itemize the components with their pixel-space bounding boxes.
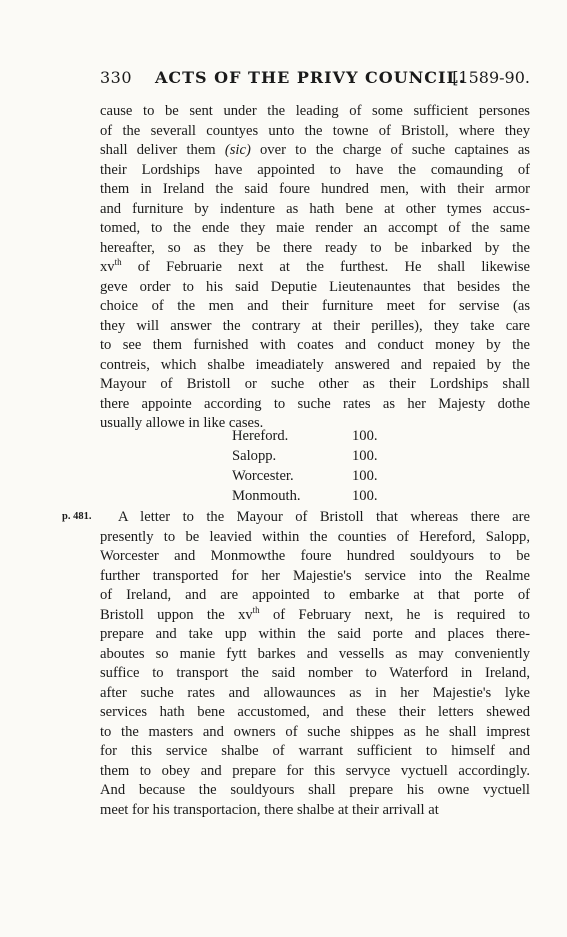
text-line: further transported for her Majestie's service into the Realme — [100, 567, 530, 584]
text-line: contreis, which shalbe imeadiately answered and repaied by the — [100, 356, 530, 373]
county-quota: 100. — [352, 427, 378, 444]
text-line: them in Ireland the said foure hundred men, with their armor — [100, 181, 530, 197]
county-quota: 100. — [352, 487, 378, 504]
county-name: Monmouth. — [232, 487, 301, 504]
text-line: suffice to transport the said nomber to Waterford in Ireland, — [100, 665, 530, 681]
county-row — [232, 446, 412, 466]
text-line: to the masters and owners of suche shippes as he shall imprest — [100, 723, 530, 740]
text-line: prepare and take upp within the said porte and places there- — [100, 626, 530, 642]
text-line: tomed, to the ende they maie render an accompt of the same — [100, 220, 530, 236]
county-quota: 100. — [352, 447, 378, 464]
year-range: [1589-90. — [452, 68, 530, 87]
text-line: services hath bene accustomed, and these their letters shewed — [100, 704, 530, 720]
running-title: ACTS OF THE PRIVY COUNCIL. — [155, 68, 466, 87]
text-line: Bristoll uppon the $xv^{th}$ of February next, he is required to — [100, 605, 530, 623]
text-line: shall deliver them (sic) over to the charge of suche captaines as — [100, 142, 530, 158]
text-line: their Lordships have appointed to have the comaunding of — [100, 161, 530, 178]
page-number: 330 — [100, 68, 133, 87]
county-name: Worcester. — [232, 467, 294, 484]
text-line: $xv^{th}$ of Februarie next at the furthest. He shall likewise — [100, 258, 530, 275]
text-line: of the severall countyes unto the towne of Bristoll, where they — [100, 122, 530, 139]
county-row — [232, 486, 412, 506]
text-line: them to obey and prepare for this servyce vyctuell accordingly. — [100, 762, 530, 779]
margin-page-reference: p. 481. — [62, 511, 92, 522]
text-line: there appointe according to suche rates as her Majesty dothe — [100, 395, 530, 412]
paragraph-council-order — [100, 102, 530, 434]
county-row — [232, 426, 412, 446]
text-line: they will answer the contrary at their perilles), they take care — [100, 317, 530, 334]
text-line: meet for his transportacion, there shalbe at their arrivall at — [100, 801, 439, 818]
text-line: to see them furnished with coates and conduct money by the — [100, 337, 530, 353]
text-line: of Ireland, and are appointed to embarke at that porte of — [100, 587, 530, 603]
running-header — [100, 68, 530, 90]
text-line: And because the souldyours shall prepare his owne vyctuell — [100, 782, 530, 798]
text-line: cause to be sent under the leading of some sufficient persones — [100, 103, 530, 119]
text-line: and furniture by indenture as hath bene at other tymes accus- — [100, 200, 530, 217]
county-levy-table — [232, 426, 412, 506]
county-name: Hereford. — [232, 427, 289, 444]
text-line: Mayour of Bristoll or suche other as their Lordships shall — [100, 376, 530, 392]
paragraph-letter-to-mayour — [100, 508, 530, 820]
county-name: Salopp. — [232, 447, 277, 464]
text-line: hereafter, so as they be there ready to be inbarked by the — [100, 239, 530, 256]
text-line: after suche rates and allowaunces as in her Majestie's lyke — [100, 684, 530, 701]
text-line: usually allowe in like cases. — [100, 415, 264, 431]
county-quota: 100. — [352, 467, 378, 484]
text-line: presently to be leavied within the counties of Hereford, Salopp, — [100, 528, 530, 545]
text-line: geve order to his said Deputie Lieutenauntes that besides the — [100, 278, 530, 295]
county-row — [232, 466, 412, 486]
text-line: Worcester and Monmowthe foure hundred souldyours to be — [100, 548, 530, 564]
text-line: for this service shalbe of warrant sufficient to himself and — [100, 743, 530, 759]
text-line: A letter to the Mayour of Bristoll that whereas there are — [118, 509, 530, 525]
text-line: aboutes so manie fytt barkes and vessells as may conveniently — [100, 645, 530, 662]
text-line: choice of the men and their furniture meet for servise (as — [100, 298, 530, 314]
